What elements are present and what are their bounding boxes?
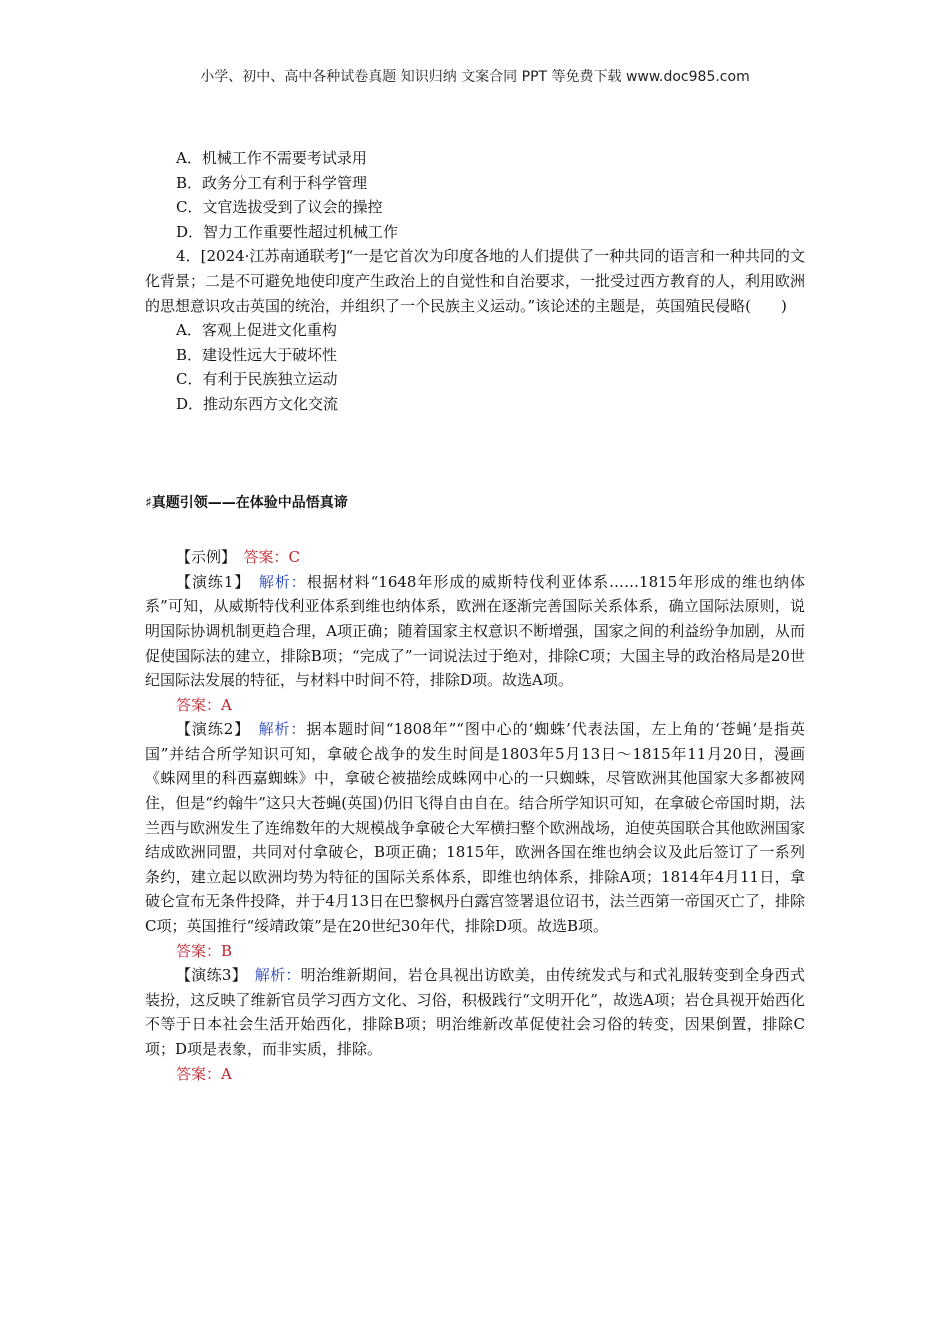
q3-option-d: D．智力工作重要性超过机械工作 bbox=[176, 222, 399, 241]
q3-option-a: A．机械工作不需要考试录用 bbox=[176, 149, 367, 167]
left-mark-icon: ♯ bbox=[145, 494, 152, 511]
drill-3-tag: 【演练3】 bbox=[176, 966, 240, 985]
drill-3-text: 明治维新期间，岩仓具视出访欧美，由传统发式与和式礼服转变到全身西式装扮，这反映了维新官员学习西方文化、习俗，积极践行“文明开化”，故选A项；岩仓具视开始西化不等于日本社会生活开始西化，排除B项；明治维新改革促使社会习俗的转变，因果倒置，排除C项；D项是表象，而非实质，排除。 bbox=[145, 966, 805, 1058]
q3-option-b: B．政务分工有利于科学管理 bbox=[176, 173, 368, 192]
drill-1 bbox=[145, 570, 805, 693]
drill-1-text: 根据材料“1648年形成的威斯特伐利亚体系……1815年形成的维也纳体系”可知，从威斯特伐利亚体系到维也纳体系，欧洲在逐渐完善国际关系体系，确立国际法原则，说明国际协调机制更趋合理，A项正确；随着国家主权意识不断增强，国家之间的利益纷争加剧，从而促使国际法的建立，排除B项；“完成了”一词说法过于绝对，排除C项；大国主导的政治格局是20世纪国际法发展的特征，与材料中时间不符，排除D项。故选A项。 bbox=[145, 572, 805, 690]
section-heading bbox=[145, 491, 805, 516]
q4-option-a: A．客观上促进文化重构 bbox=[176, 321, 337, 340]
page-header: 小学、初中、高中各种试卷真题 知识归纳 文案合同 PPT 等免费下载 www.doc985.com bbox=[200, 69, 750, 85]
q4-stem: 4．[2024·江苏南通联考]“一是它首次为印度各地的人们提供了一种共同的语言和一种共同的文化背景；二是不可避免地使印度产生政治上的自觉性和自治要求，一批受过西方教育的人，利用欧洲的思想意识攻击英国的统治，并组织了一个民族主义运动。”该论述的主题是，英国殖民侵略( ) bbox=[145, 247, 806, 315]
document-body bbox=[145, 146, 805, 1086]
drill-1-answer: 答案：A bbox=[176, 695, 232, 714]
section-title: 真题引领——在体验中品悟真谛 bbox=[151, 494, 348, 511]
q4-option-b: B．建设性远大于破坏性 bbox=[176, 345, 338, 364]
drill-3-label: 解析： bbox=[254, 966, 301, 985]
q3-option-c: C．文官选拔受到了议会的操控 bbox=[176, 198, 383, 217]
drill-1-label: 解析： bbox=[258, 572, 307, 591]
drill-2-answer: 答案：B bbox=[176, 941, 233, 960]
drill-1-tag: 【演练1】 bbox=[176, 572, 243, 591]
example-answer: 答案：C bbox=[243, 548, 301, 567]
example-line bbox=[145, 545, 805, 570]
drill-3 bbox=[145, 963, 805, 1061]
q4-option-d: D．推动东西方文化交流 bbox=[176, 394, 339, 413]
drill-2-text: 据本题时间“1808年”“图中心的‘蜘蛛’代表法国，左上角的‘苍蝇’是指英国”并结合所学知识可知，拿破仑战争的发生时间是1803年5月13日～1815年11月20日，漫画《蛛网里的科西嘉蜘蛛》中，拿破仑被描绘成蛛网中心的一只蜘蛛，尽管欧洲其他国家大多都被网住，但是“约翰牛”这只大苍蝇(英国)仍旧飞得自由自在。结合所学知识可知，在拿破仑帝国时期，法兰西与欧洲发生了连绵数年的大规模战争拿破仑大军横扫整个欧洲战场，迫使英国联合其他欧洲国家结成欧洲同盟，共同对付拿破仑，B项正确；1815年，欧洲各国在维也纳会议及此后签订了一系列条约，建立起以欧洲均势为特征的国际关系体系，即维也纳体系，排除A项；1814年4月11日，拿破仑宣布无条件投降，并于4月13日在巴黎枫丹白露宫签署退位诏书，法兰西第一帝国灭亡了，排除C项；英国推行“绥靖政策”是在20世纪30年代，排除D项。故选B项。 bbox=[145, 720, 806, 936]
drill-3-answer: 答案：A bbox=[176, 1064, 232, 1083]
q4-option-c: C．有利于民族独立运动 bbox=[176, 370, 338, 389]
drill-2-label: 解析： bbox=[258, 720, 307, 739]
drill-2-tag: 【演练2】 bbox=[176, 720, 243, 739]
example-tag: 【示例】 bbox=[176, 548, 229, 567]
drill-2 bbox=[145, 717, 805, 938]
